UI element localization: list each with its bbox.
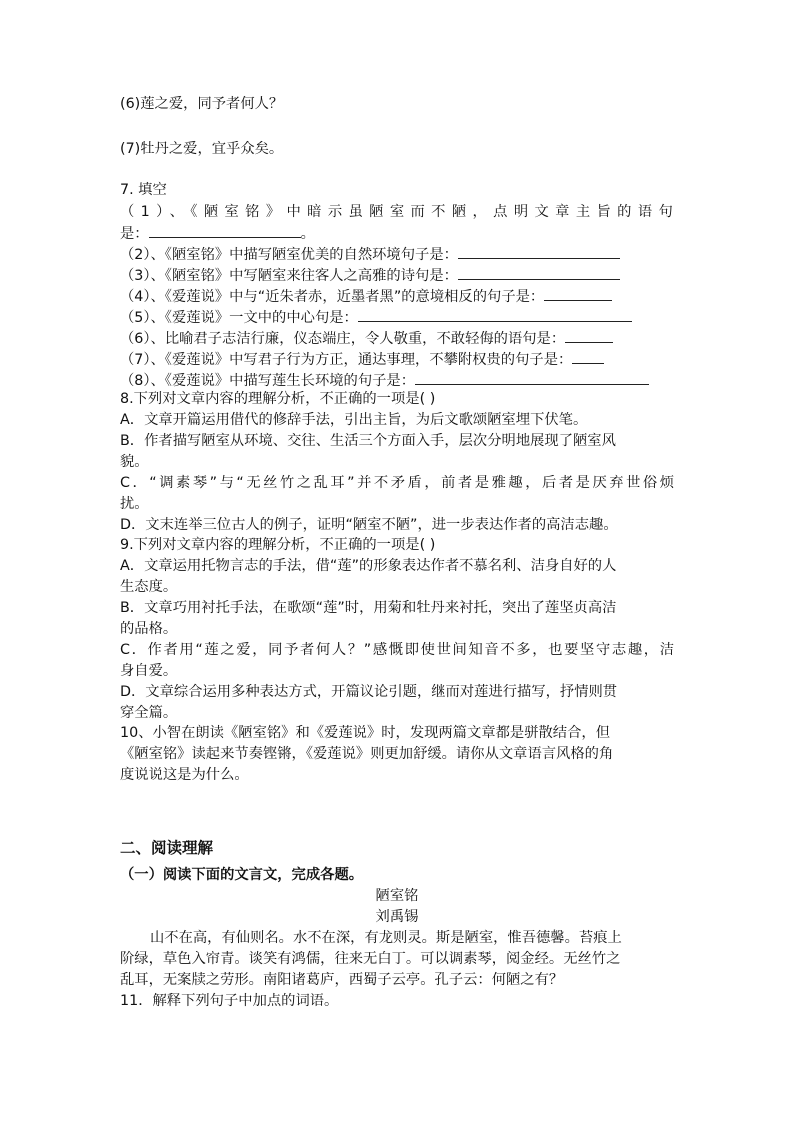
passage-title: 陋室铭	[375, 888, 419, 904]
answer-blank[interactable]	[565, 327, 613, 343]
q9-option-b: B．文章巧用衬托手法，在歌颂“莲”时，用菊和牡丹来衬托，突出了莲坚贞高洁	[120, 600, 617, 616]
passage-line-1: 山不在高，有仙则名。水不在深，有龙则灵。斯是陋室，惟吾德馨。苔痕上	[150, 930, 622, 946]
passage-line-3: 乱耳，无案牍之劳形。南阳诸葛庐，西蜀子云亭。孔子云：何陋之有？	[120, 972, 564, 988]
passage-line-2: 阶绿，草色入帘青。谈笑有鸿儒，往来无白丁。可以调素琴，阅金经。无丝竹之	[120, 951, 621, 967]
q9-option-a: A．文章运用托物言志的手法，借“莲”的形象表达作者不慕名利、洁身自好的人	[120, 558, 617, 574]
answer-blank[interactable]	[544, 285, 612, 301]
q9-option-d: D．文章综合运用多种表达方式，开篇议论引题，继而对莲进行描写，抒情则贯	[120, 684, 618, 700]
answer-blank[interactable]	[572, 348, 604, 364]
q8-option-a: A．文章开篇运用借代的修辞手法，引出主旨，为后文歌颂陋室埋下伏笔。	[120, 412, 588, 428]
q8-option-b: B．作者描写陋室从环境、交往、生活三个方面入手，层次分明地展现了陋室风	[120, 433, 616, 449]
q10-line-2: 《陋室铭》读起来节奏铿锵，《爱莲说》则更加舒缓。请你从文章语言风格的角	[120, 746, 614, 762]
q7-item-1-answer: 是： 。	[120, 222, 315, 245]
q8-option-c-cont: 扰。	[120, 496, 149, 512]
q7-item-7: （7）、《爱莲说》中写君子行为方正，通达事理，不攀附权贵的句子是：	[120, 348, 604, 371]
q9-stem: 9.下列对文章内容的理解分析，不正确的一项是( )	[120, 537, 436, 553]
q9-option-a-cont: 生态度。	[120, 579, 178, 595]
q10-line-3: 度说说这是为什么。	[120, 767, 249, 783]
q7-item-1: （1）、《陋室铭》中暗示虽陋室而不陋，点明文章主旨的语句	[120, 204, 674, 220]
answer-blank[interactable]	[415, 369, 649, 385]
q8-option-b-cont: 貌。	[120, 454, 149, 470]
q7-title: 7. 填空	[120, 182, 167, 198]
q7-item-2: （2）、《陋室铭》中描写陋室优美的自然环境句子是：	[120, 243, 620, 266]
q9-option-c-cont: 身自爱。	[120, 663, 178, 679]
q7-item-6: （6）、比喻君子志洁行廉，仪态端庄，令人敬重，不敢轻侮的语句是：	[120, 327, 613, 350]
q7-item-5: （5）、《爱莲说》一文中的中心句是：	[120, 306, 632, 329]
answer-blank[interactable]	[358, 306, 632, 322]
q8-stem: 8.下列对文章内容的理解分析，不正确的一项是( )	[120, 391, 436, 407]
answer-blank[interactable]	[458, 243, 620, 259]
quote-7: (7)牡丹之爱，宜乎众矣。	[120, 141, 284, 157]
answer-blank[interactable]	[458, 264, 620, 280]
q9-option-c: C．作者用“莲之爱，同予者何人？”感慨即使世间知音不多，也要坚守志趣，洁	[120, 642, 674, 658]
q7-item-4: （4）、《爱莲说》中与“近朱者赤，近墨者黑”的意境相反的句子是：	[120, 285, 612, 308]
q10-line-1: 10、小智在朗读《陋室铭》和《爱莲说》时，发现两篇文章都是骈散结合，但	[120, 725, 610, 741]
q9-option-b-cont: 的品格。	[120, 621, 178, 637]
quote-6: (6)莲之爱，同予者何人？	[120, 96, 284, 112]
q7-item-8: （8）、《爱莲说》中描写莲生长环境的句子是：	[120, 369, 649, 392]
q8-option-d: D．文末连举三位古人的例子，证明“陋室不陋”，进一步表达作者的高洁志趣。	[120, 517, 618, 533]
answer-blank[interactable]	[149, 222, 301, 238]
section-subheading: （一）阅读下面的文言文，完成各题。	[120, 867, 364, 883]
q11-stem: 11．解释下列句子中加点的词语。	[120, 993, 339, 1009]
section-heading: 二、阅读理解	[120, 839, 214, 857]
q9-option-d-cont: 穿全篇。	[120, 705, 178, 721]
q7-item-3: （3）、《陋室铭》中写陋室来往客人之高雅的诗句是：	[120, 264, 620, 287]
passage-author: 刘禹锡	[375, 909, 419, 925]
q8-option-c: C．“调素琴”与“无丝竹之乱耳”并不矛盾，前者是雅趣，后者是厌弃世俗烦	[120, 475, 674, 491]
